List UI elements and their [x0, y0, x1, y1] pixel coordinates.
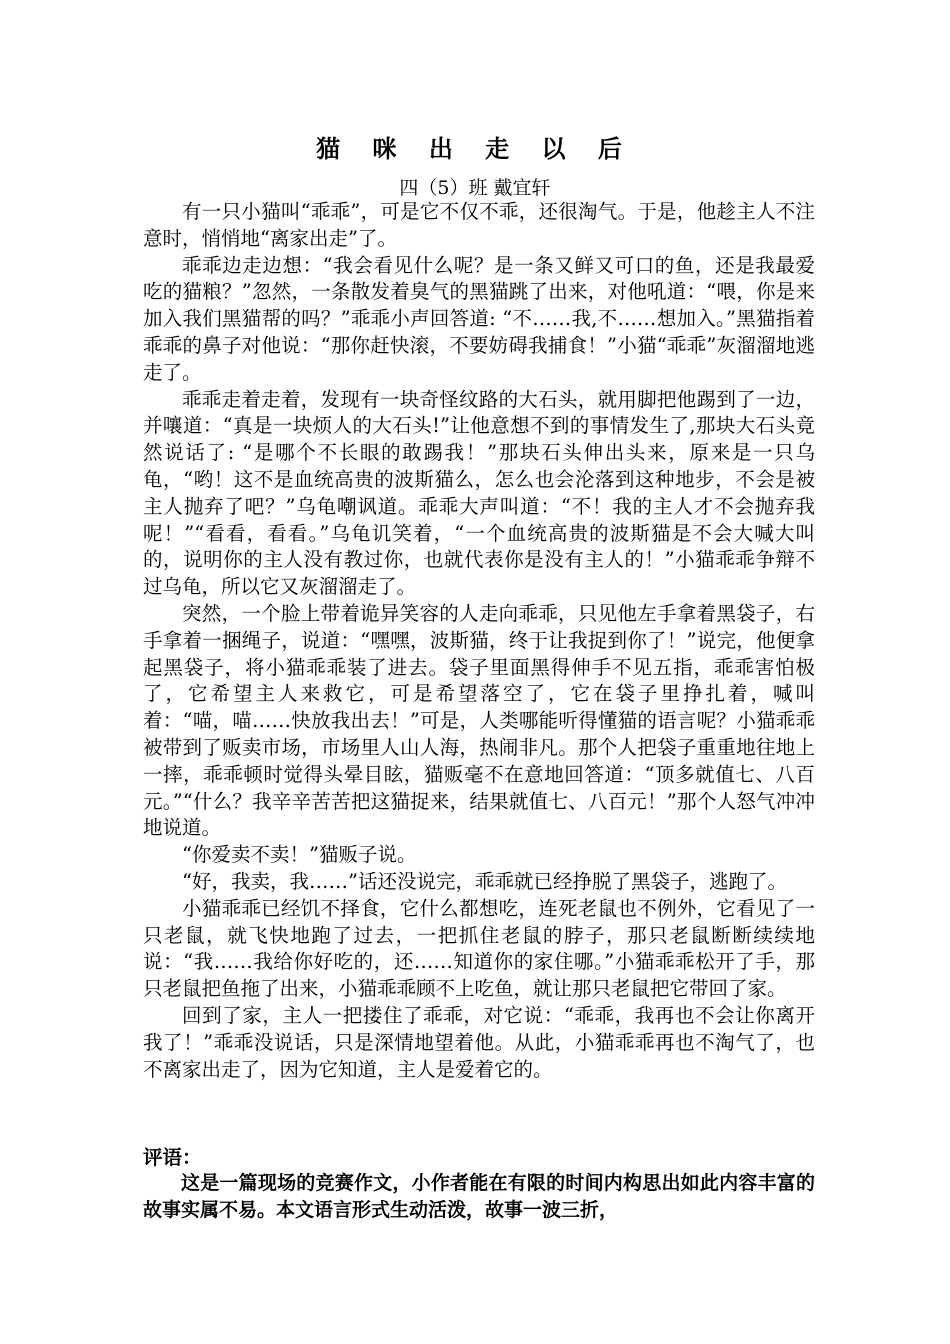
- paragraph: 回到了家，主人一把搂住了乖乖，对它说：“乖乖，我再也不会让你离开我了！”乖乖没说话，只是深情地望着他。从此，小猫乖乖再也不淘气了，也不离家出走了，因为它知道，主人是爱着它的。: [143, 1003, 815, 1081]
- comment-paragraph: 这是一篇现场的竞赛作文，小作者能在有限的时间内构思出如此内容丰富的故事实属不易。本文语言形式生动活泼，故事一波三折，: [143, 1172, 815, 1221]
- paragraph: 乖乖边走边想：“我会看见什么呢？是一条又鲜又可口的鱼，还是我最爱吃的猫粮？”忽然，一条散发着臭气的黑猫跳了出来，对他吼道：“喂，你是来加入我们黑猫帮的吗？”乖乖小声回答道: “不……我,不……想加入。”黑猫指着乖乖的鼻子对他说：“那你赶快滚，不要妨碍我捕食！”小猫“乖乖”灰溜溜地逃走了。: [143, 253, 815, 384]
- essay-author: 四（5）班 戴宜轩: [399, 177, 551, 199]
- paragraph: 有一只小猫叫“乖乖”，可是它不仅不乖，还很淘气。于是，他趁主人不注意时，悄悄地“离家出走”了。: [143, 200, 815, 250]
- comment-heading: 评语：: [143, 1146, 202, 1169]
- comment-body: [143, 1170, 815, 1224]
- paragraph: “你爱卖不卖！”猫贩子说。: [182, 843, 417, 867]
- essay-title: 猫 咪 出 走 以 后: [316, 135, 634, 163]
- essay-body: [143, 199, 815, 1083]
- paragraph: 突然，一个脸上带着诡异笑容的人走向乖乖，只见他左手拿着黑袋子，右手拿着一捆绳子，说道：“嘿嘿，波斯猫，终于让我捉到你了！”说完，他便拿起黑袋子，将小猫乖乖装了进去。袋子里面黑得伸手不见五指，乖乖害怕极了，它希望主人来救它，可是希望落空了，它在袋子里挣扎着，喊叫着：“喵，喵……快放我出去！”可是，人类哪能听得懂猫的语言呢？小猫乖乖被带到了贩卖市场，市场里人山人海，热闹非凡。那个人把袋子重重地往地上一摔，乖乖顿时觉得头晕目眩，猫贩毫不在意地回答道：“顶多就值七、八百元。”“什么？我辛辛苦苦把这猫捉来，结果就值七、八百元！”那个人怒气冲冲地说道。: [143, 601, 815, 840]
- paragraph: “好，我卖，我……”话还没说完，乖乖就已经挣脱了黑袋子，逃跑了。: [182, 869, 787, 893]
- paragraph: 乖乖走着走着，发现有一块奇怪纹路的大石头，就用脚把他踢到了一边，并嚷道：“真是一块烦人的大石头!”让他意想不到的事情发生了,那块大石头竟然说话了: “是哪个不长眼的敢踢我！”那块石头伸出头来，原来是一只乌龟，“哟！这不是血统高贵的波斯猫么，怎么也会沦落到这种地步，不会是被主人抛弃了吧？”乌龟嘲讽道。乖乖大声叫道：“不！我的主人才不会抛弃我呢！”“看看，看看。”乌龟讥笑着，“一个血统高贵的波斯猫是不会大喊大叫的，说明你的主人没有教过你，也就代表你是没有主人的！”小猫乖乖争辩不过乌龟，所以它又灰溜溜走了。: [143, 387, 815, 599]
- paragraph: 小猫乖乖已经饥不择食，它什么都想吃，连死老鼠也不例外，它看见了一只老鼠，就飞快地跑了过去，一把抓住老鼠的脖子，那只老鼠断断续续地说：“我……我给你好吃的，还……知道你的家住哪。”小猫乖乖松开了手，那只老鼠把鱼拖了出来，小猫乖乖顾不上吃鱼，就让那只老鼠把它带回了家。: [143, 896, 815, 1001]
